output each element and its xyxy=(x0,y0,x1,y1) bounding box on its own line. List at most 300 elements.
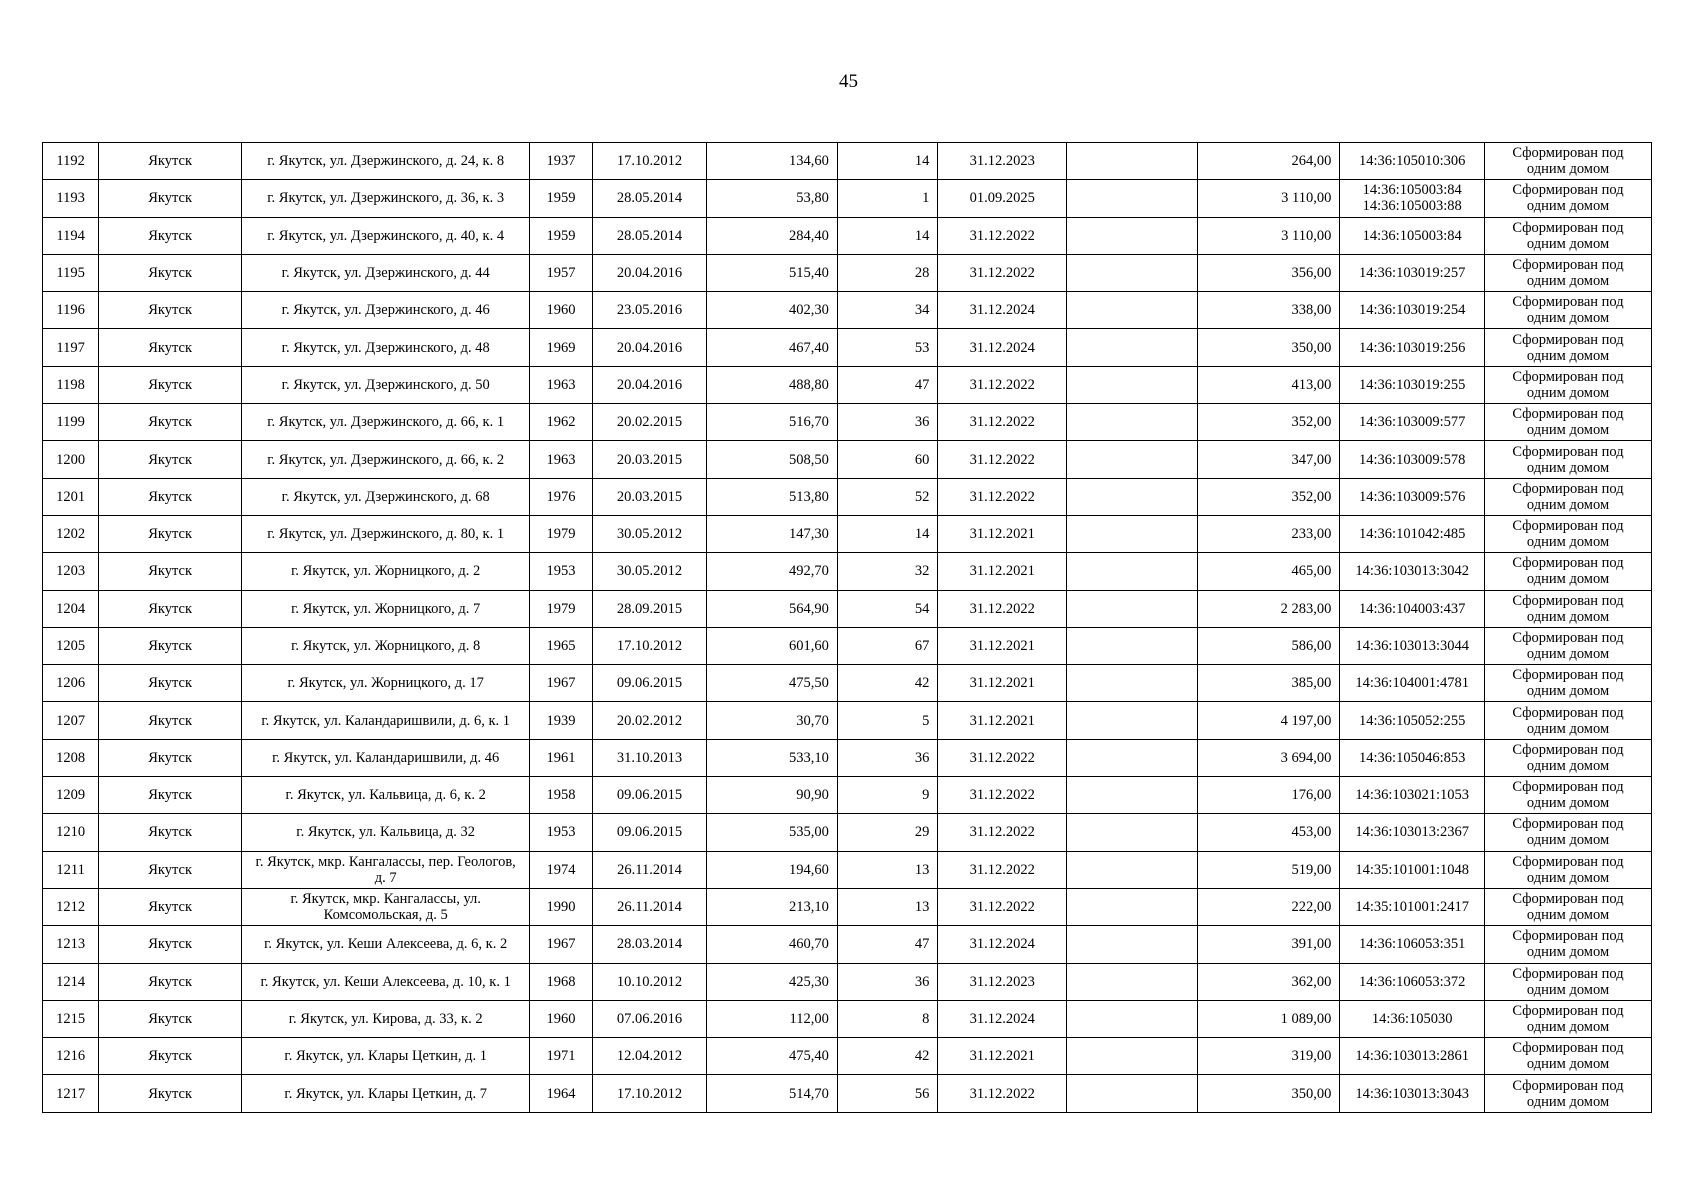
cost-cell: 453,00 xyxy=(1197,814,1340,851)
land-status-cell: Сформирован под одним домом xyxy=(1485,739,1652,776)
land-status-cell: Сформирован под одним домом xyxy=(1485,478,1652,515)
city-cell: Якутск xyxy=(99,888,242,925)
address-cell: г. Якутск, ул. Жорницкого, д. 2 xyxy=(241,553,529,590)
planned-date-cell: 31.12.2022 xyxy=(938,217,1067,254)
land-status-cell: Сформирован под одним домом xyxy=(1485,292,1652,329)
city-cell: Якутск xyxy=(99,590,242,627)
planned-date-cell: 01.09.2025 xyxy=(938,180,1067,217)
address-cell: г. Якутск, ул. Дзержинского, д. 66, к. 1 xyxy=(241,404,529,441)
row-number-cell: 1217 xyxy=(43,1075,99,1112)
empty-cell xyxy=(1067,478,1198,515)
table-row xyxy=(43,143,1652,180)
city-cell: Якутск xyxy=(99,777,242,814)
area-cell: 515,40 xyxy=(707,254,838,291)
cost-cell: 3 694,00 xyxy=(1197,739,1340,776)
cost-cell: 222,00 xyxy=(1197,888,1340,925)
empty-cell xyxy=(1067,888,1198,925)
row-number-cell: 1195 xyxy=(43,254,99,291)
cadastral-number-cell: 14:36:106053:351 xyxy=(1340,926,1485,963)
cadastral-number-cell: 14:36:105052:255 xyxy=(1340,702,1485,739)
cadastral-number-cell: 14:36:104001:4781 xyxy=(1340,665,1485,702)
cadastral-number-cell: 14:36:103019:254 xyxy=(1340,292,1485,329)
empty-cell xyxy=(1067,590,1198,627)
planned-date-cell: 31.12.2022 xyxy=(938,814,1067,851)
cadastral-number-cell: 14:36:105030 xyxy=(1340,1000,1485,1037)
address-cell: г. Якутск, ул. Кальвица, д. 32 xyxy=(241,814,529,851)
land-status-cell: Сформирован под одним домом xyxy=(1485,143,1652,180)
row-number-cell: 1206 xyxy=(43,665,99,702)
planned-date-cell: 31.12.2021 xyxy=(938,627,1067,664)
land-status-cell: Сформирован под одним домом xyxy=(1485,553,1652,590)
land-status-cell: Сформирован под одним домом xyxy=(1485,515,1652,552)
area-cell: 513,80 xyxy=(707,478,838,515)
residents-cell: 47 xyxy=(837,366,937,403)
address-cell: г. Якутск, ул. Жорницкого, д. 7 xyxy=(241,590,529,627)
cadastral-number-cell: 14:36:105003:84 xyxy=(1340,217,1485,254)
year-built-cell: 1969 xyxy=(530,329,592,366)
table-row xyxy=(43,926,1652,963)
city-cell: Якутск xyxy=(99,1075,242,1112)
row-number-cell: 1210 xyxy=(43,814,99,851)
planned-date-cell: 31.12.2022 xyxy=(938,888,1067,925)
row-number-cell: 1209 xyxy=(43,777,99,814)
row-number-cell: 1197 xyxy=(43,329,99,366)
empty-cell xyxy=(1067,1000,1198,1037)
city-cell: Якутск xyxy=(99,478,242,515)
empty-cell xyxy=(1067,329,1198,366)
area-cell: 488,80 xyxy=(707,366,838,403)
address-cell: г. Якутск, ул. Кеши Алексеева, д. 10, к. 1 xyxy=(241,963,529,1000)
area-cell: 213,10 xyxy=(707,888,838,925)
table-row xyxy=(43,851,1652,888)
table-row xyxy=(43,329,1652,366)
table-row xyxy=(43,180,1652,217)
planned-date-cell: 31.12.2024 xyxy=(938,329,1067,366)
address-cell: г. Якутск, ул. Дзержинского, д. 46 xyxy=(241,292,529,329)
city-cell: Якутск xyxy=(99,1000,242,1037)
year-built-cell: 1971 xyxy=(530,1038,592,1075)
planned-date-cell: 31.12.2022 xyxy=(938,366,1067,403)
residents-cell: 13 xyxy=(837,851,937,888)
area-cell: 460,70 xyxy=(707,926,838,963)
land-status-cell: Сформирован под одним домом xyxy=(1485,217,1652,254)
row-number-cell: 1200 xyxy=(43,441,99,478)
address-cell: г. Якутск, ул. Жорницкого, д. 17 xyxy=(241,665,529,702)
recognition-date-cell: 26.11.2014 xyxy=(592,888,707,925)
cadastral-number-cell: 14:36:104003:437 xyxy=(1340,590,1485,627)
residents-cell: 5 xyxy=(837,702,937,739)
address-cell: г. Якутск, ул. Дзержинского, д. 48 xyxy=(241,329,529,366)
cost-cell: 391,00 xyxy=(1197,926,1340,963)
city-cell: Якутск xyxy=(99,217,242,254)
residents-cell: 29 xyxy=(837,814,937,851)
residents-cell: 53 xyxy=(837,329,937,366)
residents-cell: 42 xyxy=(837,1038,937,1075)
area-cell: 508,50 xyxy=(707,441,838,478)
address-cell: г. Якутск, ул. Дзержинского, д. 44 xyxy=(241,254,529,291)
year-built-cell: 1937 xyxy=(530,143,592,180)
empty-cell xyxy=(1067,926,1198,963)
empty-cell xyxy=(1067,180,1198,217)
recognition-date-cell: 20.04.2016 xyxy=(592,254,707,291)
cost-cell: 176,00 xyxy=(1197,777,1340,814)
empty-cell xyxy=(1067,292,1198,329)
residents-cell: 34 xyxy=(837,292,937,329)
table-row xyxy=(43,1038,1652,1075)
cost-cell: 347,00 xyxy=(1197,441,1340,478)
recognition-date-cell: 20.04.2016 xyxy=(592,366,707,403)
year-built-cell: 1976 xyxy=(530,478,592,515)
area-cell: 402,30 xyxy=(707,292,838,329)
cost-cell: 385,00 xyxy=(1197,665,1340,702)
row-number-cell: 1216 xyxy=(43,1038,99,1075)
cost-cell: 1 089,00 xyxy=(1197,1000,1340,1037)
table-row xyxy=(43,702,1652,739)
cost-cell: 350,00 xyxy=(1197,1075,1340,1112)
cost-cell: 3 110,00 xyxy=(1197,217,1340,254)
recognition-date-cell: 17.10.2012 xyxy=(592,1075,707,1112)
empty-cell xyxy=(1067,739,1198,776)
empty-cell xyxy=(1067,1075,1198,1112)
cadastral-number-cell: 14:36:103013:3043 xyxy=(1340,1075,1485,1112)
planned-date-cell: 31.12.2023 xyxy=(938,143,1067,180)
cost-cell: 352,00 xyxy=(1197,478,1340,515)
cadastral-number-cell: 14:36:103013:3044 xyxy=(1340,627,1485,664)
city-cell: Якутск xyxy=(99,702,242,739)
city-cell: Якутск xyxy=(99,665,242,702)
row-number-cell: 1198 xyxy=(43,366,99,403)
table-row xyxy=(43,1000,1652,1037)
empty-cell xyxy=(1067,515,1198,552)
city-cell: Якутск xyxy=(99,1038,242,1075)
year-built-cell: 1957 xyxy=(530,254,592,291)
cost-cell: 233,00 xyxy=(1197,515,1340,552)
address-cell: г. Якутск, ул. Кальвица, д. 6, к. 2 xyxy=(241,777,529,814)
empty-cell xyxy=(1067,1038,1198,1075)
cadastral-number-cell: 14:35:101001:2417 xyxy=(1340,888,1485,925)
empty-cell xyxy=(1067,702,1198,739)
cost-cell: 352,00 xyxy=(1197,404,1340,441)
empty-cell xyxy=(1067,366,1198,403)
city-cell: Якутск xyxy=(99,441,242,478)
area-cell: 194,60 xyxy=(707,851,838,888)
recognition-date-cell: 26.11.2014 xyxy=(592,851,707,888)
year-built-cell: 1990 xyxy=(530,888,592,925)
land-status-cell: Сформирован под одним домом xyxy=(1485,627,1652,664)
address-cell: г. Якутск, ул. Дзержинского, д. 50 xyxy=(241,366,529,403)
residents-cell: 1 xyxy=(837,180,937,217)
land-status-cell: Сформирован под одним домом xyxy=(1485,254,1652,291)
table-row xyxy=(43,739,1652,776)
address-cell: г. Якутск, ул. Дзержинского, д. 36, к. 3 xyxy=(241,180,529,217)
area-cell: 492,70 xyxy=(707,553,838,590)
planned-date-cell: 31.12.2022 xyxy=(938,851,1067,888)
year-built-cell: 1968 xyxy=(530,963,592,1000)
cadastral-number-cell: 14:36:103013:2861 xyxy=(1340,1038,1485,1075)
land-status-cell: Сформирован под одним домом xyxy=(1485,1000,1652,1037)
cost-cell: 413,00 xyxy=(1197,366,1340,403)
empty-cell xyxy=(1067,627,1198,664)
row-number-cell: 1208 xyxy=(43,739,99,776)
row-number-cell: 1194 xyxy=(43,217,99,254)
land-status-cell: Сформирован под одним домом xyxy=(1485,888,1652,925)
cost-cell: 4 197,00 xyxy=(1197,702,1340,739)
city-cell: Якутск xyxy=(99,329,242,366)
cadastral-number-cell: 14:36:106053:372 xyxy=(1340,963,1485,1000)
table-row xyxy=(43,366,1652,403)
table-row xyxy=(43,627,1652,664)
year-built-cell: 1962 xyxy=(530,404,592,441)
land-status-cell: Сформирован под одним домом xyxy=(1485,329,1652,366)
empty-cell xyxy=(1067,963,1198,1000)
address-cell: г. Якутск, ул. Дзержинского, д. 80, к. 1 xyxy=(241,515,529,552)
table-row xyxy=(43,441,1652,478)
city-cell: Якутск xyxy=(99,254,242,291)
land-status-cell: Сформирован под одним домом xyxy=(1485,590,1652,627)
row-number-cell: 1215 xyxy=(43,1000,99,1037)
cadastral-number-cell: 14:36:103019:256 xyxy=(1340,329,1485,366)
cost-cell: 3 110,00 xyxy=(1197,180,1340,217)
area-cell: 533,10 xyxy=(707,739,838,776)
city-cell: Якутск xyxy=(99,926,242,963)
recognition-date-cell: 20.02.2015 xyxy=(592,404,707,441)
city-cell: Якутск xyxy=(99,963,242,1000)
year-built-cell: 1953 xyxy=(530,814,592,851)
residents-cell: 36 xyxy=(837,404,937,441)
residents-cell: 32 xyxy=(837,553,937,590)
table-row xyxy=(43,1075,1652,1112)
land-status-cell: Сформирован под одним домом xyxy=(1485,814,1652,851)
land-status-cell: Сформирован под одним домом xyxy=(1485,963,1652,1000)
area-cell: 516,70 xyxy=(707,404,838,441)
empty-cell xyxy=(1067,404,1198,441)
area-cell: 425,30 xyxy=(707,963,838,1000)
registry-body xyxy=(43,143,1652,1113)
address-cell: г. Якутск, ул. Каландаришвили, д. 6, к. 1 xyxy=(241,702,529,739)
recognition-date-cell: 17.10.2012 xyxy=(592,143,707,180)
city-cell: Якутск xyxy=(99,739,242,776)
recognition-date-cell: 20.02.2012 xyxy=(592,702,707,739)
empty-cell xyxy=(1067,665,1198,702)
city-cell: Якутск xyxy=(99,404,242,441)
recognition-date-cell: 28.05.2014 xyxy=(592,180,707,217)
cost-cell: 362,00 xyxy=(1197,963,1340,1000)
row-number-cell: 1193 xyxy=(43,180,99,217)
recognition-date-cell: 28.05.2014 xyxy=(592,217,707,254)
empty-cell xyxy=(1067,143,1198,180)
land-status-cell: Сформирован под одним домом xyxy=(1485,665,1652,702)
cost-cell: 2 283,00 xyxy=(1197,590,1340,627)
land-status-cell: Сформирован под одним домом xyxy=(1485,1075,1652,1112)
table-row xyxy=(43,590,1652,627)
empty-cell xyxy=(1067,441,1198,478)
city-cell: Якутск xyxy=(99,851,242,888)
planned-date-cell: 31.12.2022 xyxy=(938,478,1067,515)
cadastral-number-cell: 14:36:105046:853 xyxy=(1340,739,1485,776)
land-status-cell: Сформирован под одним домом xyxy=(1485,851,1652,888)
residents-cell: 14 xyxy=(837,143,937,180)
residents-cell: 14 xyxy=(837,217,937,254)
year-built-cell: 1965 xyxy=(530,627,592,664)
row-number-cell: 1196 xyxy=(43,292,99,329)
row-number-cell: 1212 xyxy=(43,888,99,925)
table-row xyxy=(43,665,1652,702)
land-status-cell: Сформирован под одним домом xyxy=(1485,777,1652,814)
residents-cell: 60 xyxy=(837,441,937,478)
empty-cell xyxy=(1067,851,1198,888)
row-number-cell: 1207 xyxy=(43,702,99,739)
planned-date-cell: 31.12.2021 xyxy=(938,515,1067,552)
year-built-cell: 1961 xyxy=(530,739,592,776)
cadastral-number-cell: 14:36:103019:257 xyxy=(1340,254,1485,291)
residents-cell: 14 xyxy=(837,515,937,552)
row-number-cell: 1202 xyxy=(43,515,99,552)
address-cell: г. Якутск, ул. Жорницкого, д. 8 xyxy=(241,627,529,664)
recognition-date-cell: 30.05.2012 xyxy=(592,515,707,552)
area-cell: 134,60 xyxy=(707,143,838,180)
table-row xyxy=(43,217,1652,254)
planned-date-cell: 31.12.2021 xyxy=(938,1038,1067,1075)
cost-cell: 338,00 xyxy=(1197,292,1340,329)
table-row xyxy=(43,478,1652,515)
planned-date-cell: 31.12.2024 xyxy=(938,1000,1067,1037)
land-status-cell: Сформирован под одним домом xyxy=(1485,366,1652,403)
year-built-cell: 1959 xyxy=(530,217,592,254)
residents-cell: 9 xyxy=(837,777,937,814)
page-number: 45 xyxy=(839,71,858,92)
empty-cell xyxy=(1067,254,1198,291)
planned-date-cell: 31.12.2022 xyxy=(938,777,1067,814)
planned-date-cell: 31.12.2022 xyxy=(938,1075,1067,1112)
recognition-date-cell: 12.04.2012 xyxy=(592,1038,707,1075)
table-row xyxy=(43,777,1652,814)
planned-date-cell: 31.12.2022 xyxy=(938,404,1067,441)
empty-cell xyxy=(1067,814,1198,851)
land-status-cell: Сформирован под одним домом xyxy=(1485,180,1652,217)
city-cell: Якутск xyxy=(99,814,242,851)
table-row xyxy=(43,254,1652,291)
area-cell: 53,80 xyxy=(707,180,838,217)
residents-cell: 28 xyxy=(837,254,937,291)
area-cell: 467,40 xyxy=(707,329,838,366)
residents-cell: 67 xyxy=(837,627,937,664)
residents-cell: 36 xyxy=(837,963,937,1000)
recognition-date-cell: 23.05.2016 xyxy=(592,292,707,329)
table-row xyxy=(43,404,1652,441)
area-cell: 475,50 xyxy=(707,665,838,702)
recognition-date-cell: 09.06.2015 xyxy=(592,665,707,702)
cost-cell: 356,00 xyxy=(1197,254,1340,291)
recognition-date-cell: 20.03.2015 xyxy=(592,478,707,515)
cadastral-number-cell: 14:36:103009:576 xyxy=(1340,478,1485,515)
table-row xyxy=(43,292,1652,329)
row-number-cell: 1192 xyxy=(43,143,99,180)
planned-date-cell: 31.12.2024 xyxy=(938,292,1067,329)
address-cell: г. Якутск, ул. Дзержинского, д. 24, к. 8 xyxy=(241,143,529,180)
area-cell: 90,90 xyxy=(707,777,838,814)
residents-cell: 52 xyxy=(837,478,937,515)
cadastral-number-cell: 14:36:105010:306 xyxy=(1340,143,1485,180)
recognition-date-cell: 09.06.2015 xyxy=(592,814,707,851)
table-row xyxy=(43,515,1652,552)
address-cell: г. Якутск, ул. Дзержинского, д. 68 xyxy=(241,478,529,515)
cadastral-number-cell: 14:36:105003:84 14:36:105003:88 xyxy=(1340,180,1485,217)
planned-date-cell: 31.12.2023 xyxy=(938,963,1067,1000)
row-number-cell: 1214 xyxy=(43,963,99,1000)
recognition-date-cell: 20.03.2015 xyxy=(592,441,707,478)
cadastral-number-cell: 14:36:103013:3042 xyxy=(1340,553,1485,590)
city-cell: Якутск xyxy=(99,515,242,552)
area-cell: 112,00 xyxy=(707,1000,838,1037)
land-status-cell: Сформирован под одним домом xyxy=(1485,702,1652,739)
row-number-cell: 1203 xyxy=(43,553,99,590)
residents-cell: 54 xyxy=(837,590,937,627)
cost-cell: 519,00 xyxy=(1197,851,1340,888)
cost-cell: 264,00 xyxy=(1197,143,1340,180)
cost-cell: 465,00 xyxy=(1197,553,1340,590)
planned-date-cell: 31.12.2024 xyxy=(938,926,1067,963)
address-cell: г. Якутск, ул. Каландаришвили, д. 46 xyxy=(241,739,529,776)
recognition-date-cell: 07.06.2016 xyxy=(592,1000,707,1037)
recognition-date-cell: 10.10.2012 xyxy=(592,963,707,1000)
residents-cell: 47 xyxy=(837,926,937,963)
planned-date-cell: 31.12.2022 xyxy=(938,739,1067,776)
address-cell: г. Якутск, ул. Клары Цеткин, д. 1 xyxy=(241,1038,529,1075)
city-cell: Якутск xyxy=(99,143,242,180)
recognition-date-cell: 28.03.2014 xyxy=(592,926,707,963)
area-cell: 147,30 xyxy=(707,515,838,552)
year-built-cell: 1959 xyxy=(530,180,592,217)
recognition-date-cell: 20.04.2016 xyxy=(592,329,707,366)
residents-cell: 42 xyxy=(837,665,937,702)
area-cell: 601,60 xyxy=(707,627,838,664)
planned-date-cell: 31.12.2021 xyxy=(938,553,1067,590)
land-status-cell: Сформирован под одним домом xyxy=(1485,441,1652,478)
empty-cell xyxy=(1067,777,1198,814)
residents-cell: 8 xyxy=(837,1000,937,1037)
year-built-cell: 1967 xyxy=(530,665,592,702)
area-cell: 30,70 xyxy=(707,702,838,739)
year-built-cell: 1974 xyxy=(530,851,592,888)
year-built-cell: 1953 xyxy=(530,553,592,590)
residents-cell: 56 xyxy=(837,1075,937,1112)
row-number-cell: 1205 xyxy=(43,627,99,664)
planned-date-cell: 31.12.2022 xyxy=(938,441,1067,478)
residents-cell: 13 xyxy=(837,888,937,925)
cost-cell: 350,00 xyxy=(1197,329,1340,366)
recognition-date-cell: 30.05.2012 xyxy=(592,553,707,590)
land-status-cell: Сформирован под одним домом xyxy=(1485,1038,1652,1075)
land-status-cell: Сформирован под одним домом xyxy=(1485,404,1652,441)
year-built-cell: 1963 xyxy=(530,366,592,403)
area-cell: 514,70 xyxy=(707,1075,838,1112)
row-number-cell: 1211 xyxy=(43,851,99,888)
recognition-date-cell: 31.10.2013 xyxy=(592,739,707,776)
cadastral-number-cell: 14:36:103009:578 xyxy=(1340,441,1485,478)
table-row xyxy=(43,963,1652,1000)
cost-cell: 586,00 xyxy=(1197,627,1340,664)
address-cell: г. Якутск, мкр. Кангалассы, пер. Геологов, д. 7 xyxy=(241,851,529,888)
city-cell: Якутск xyxy=(99,180,242,217)
year-built-cell: 1979 xyxy=(530,515,592,552)
year-built-cell: 1967 xyxy=(530,926,592,963)
cadastral-number-cell: 14:36:103019:255 xyxy=(1340,366,1485,403)
cost-cell: 319,00 xyxy=(1197,1038,1340,1075)
cadastral-number-cell: 14:36:103013:2367 xyxy=(1340,814,1485,851)
row-number-cell: 1204 xyxy=(43,590,99,627)
planned-date-cell: 31.12.2021 xyxy=(938,702,1067,739)
table-row xyxy=(43,814,1652,851)
